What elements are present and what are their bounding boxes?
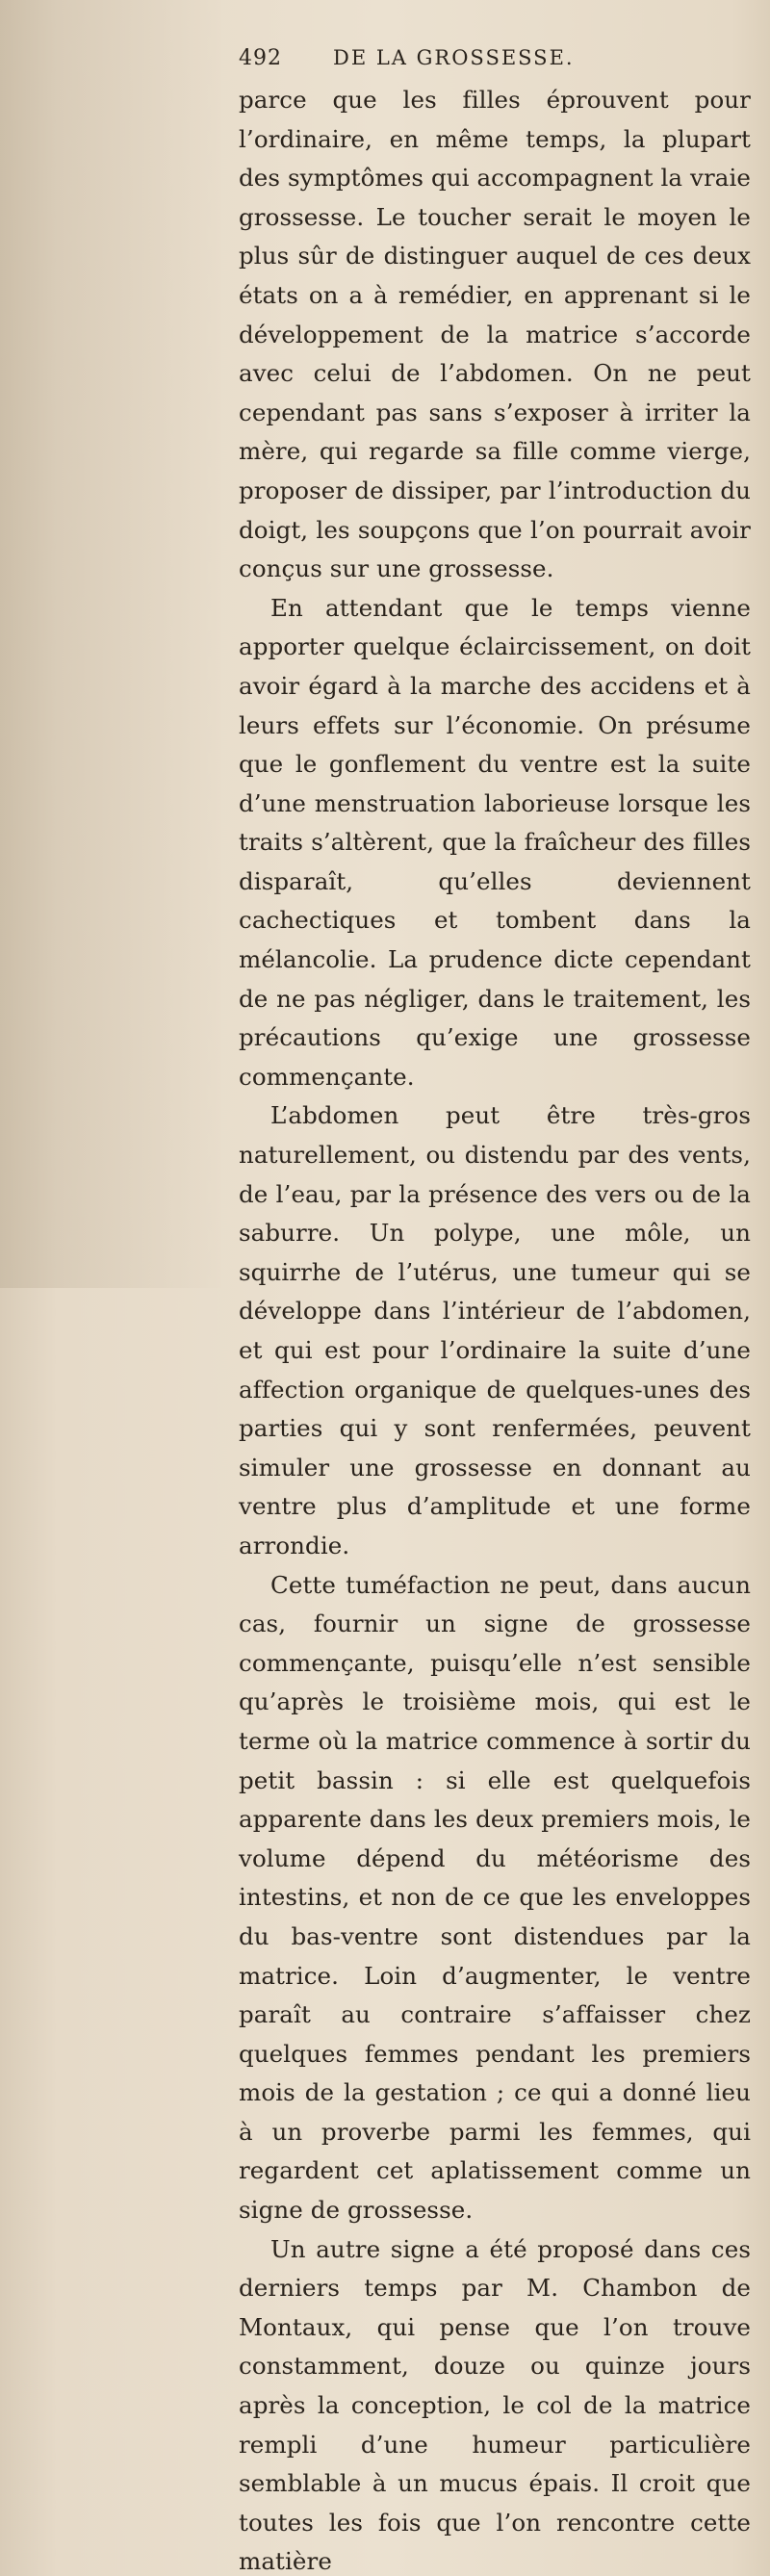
paragraph-1: parce que les filles éprouvent pour l’ordinaire, en même temps, la plupart des symptômes qui accompagnent la vraie grossesse. Le toucher serait le moyen le plus sûr de distinguer auquel de ces deux états on a à remédier, en apprenant si le développement de la matrice s’accorde avec celui de l’abdomen. On ne peut cependant pas sans s’exposer à irriter la mère, qui regarde sa fille comme vierge, proposer de dissiper, par l’introduction du doigt, les soupçons que l’on pourrait avoir conçus sur une grossesse.	[239, 86, 751, 583]
paragraph-5: Un autre signe a été proposé dans ces derniers temps par M. Chambon de Montaux, qui pense que l’on trouve constamment, douze ou quinze jours après la conception, le col de la matrice rempli d’une humeur particulière semblable à un mucus épais. Il croit que toutes les fois que l’on rencontre cette matière	[239, 2234, 751, 2576]
paragraph-4: Cette tuméfaction ne peut, dans aucun cas, fournir un signe de grossesse commençante, puisqu’elle n’est sensible qu’après le troisième mois, qui est le terme où la matrice commence à sortir du petit bassin : si elle est quelquefois apparente dans les deux premiers mois, le volume dépend du météorisme des intestins, et non de ce que les enveloppes du bas-ventre sont distendues par la matrice. Loin d’augmenter, le ventre paraît au contraire s’affaisser chez quelques femmes pendant les premiers mois de la gestation ; ce qui a donné lieu à un proverbe parmi les femmes, qui regardent cet aplatissement comme un signe de grossesse.	[239, 1570, 751, 2225]
page-gutter-shadow	[0, 0, 221, 1288]
page-header	[239, 39, 739, 77]
paragraph-3: L’abdomen peut être très-gros naturellement, ou distendu par des vents, de l’eau, par la présence des vers ou de la saburre. Un polype, une môle, un squirrhe de l’utérus, une tumeur qui se développe dans l’intérieur de l’abdomen, et qui est pour l’ordinaire la suite d’une affection organique de quelques-unes des parties qui y sont renfermées, peuvent simuler une grossesse en donnant au ventre plus d’amplitude et une forme arrondie.	[239, 1101, 751, 1559]
running-title: DE LA GROSSESSE.	[333, 46, 575, 69]
body-text	[239, 81, 751, 2576]
paragraph-2: En attendant que le temps vienne apporter quelque éclaircissement, on doit avoir égard à la marche des accidens et à leurs effets sur l’économie. On présume que le gonflement du ventre est la suite d’une menstruation laborieuse lorsque les traits s’altèrent, que la fraîcheur des filles disparaît, qu’elles deviennent cachectiques et tombent dans la mélancolie. La prudence dicte cependant de ne pas négliger, dans le traitement, les précautions qu’exige une grossesse commençante.	[239, 593, 751, 1091]
page-number: 492	[239, 46, 282, 70]
